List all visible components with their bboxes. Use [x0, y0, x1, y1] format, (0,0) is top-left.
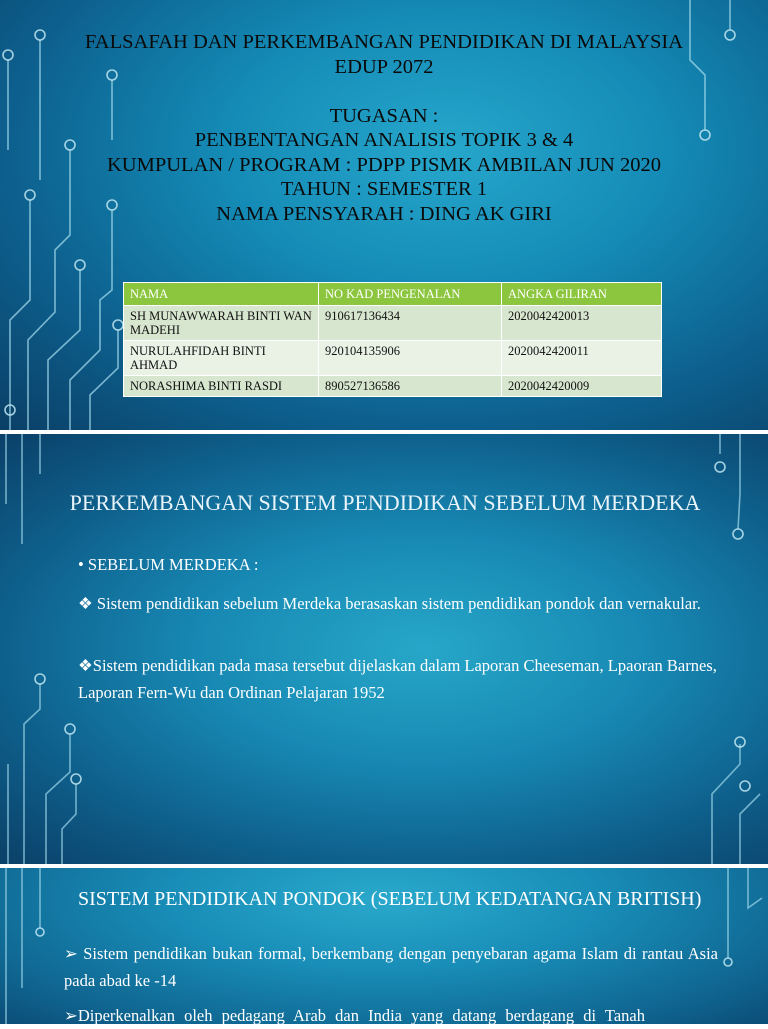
header-ic: NO KAD PENGENALAN: [319, 283, 502, 306]
student-table: [123, 282, 662, 397]
header-nama: NAMA: [124, 283, 319, 306]
title-slide: [0, 0, 768, 430]
bullet-text: Diperkenalkan oleh pedagang Arab dan India yang datang berdagang di Tanah: [77, 1006, 646, 1025]
cell-nama: SH MUNAWWARAH BINTI WAN MADEHI: [124, 306, 319, 341]
header-angka-giliran: ANGKA GILIRAN: [502, 283, 662, 306]
diamond-bullet-icon: ❖: [78, 656, 93, 675]
arrow-bullet-icon: ➢: [64, 944, 78, 963]
cell-ic: 890527136586: [319, 376, 502, 397]
group-program: KUMPULAN / PROGRAM : PDPP PISMK AMBILAN JUN 2020: [107, 153, 661, 176]
table-row: [124, 376, 662, 397]
bullet-text: Sistem pendidikan pada masa tersebut dijelaskan dalam Laporan Cheeseman, Lpaoran Barnes, Laporan Fern-Wu dan Ordinan Pelajaran 1952: [78, 656, 717, 702]
table-row: [124, 341, 662, 376]
blank-line: [0, 79, 768, 104]
bullet-item: [64, 1002, 718, 1029]
cell-angka-giliran: 2020042420013: [502, 306, 662, 341]
bullet-text: Sistem pendidikan sebelum Merdeka berasaskan sistem pendidikan pondok dan vernakular.: [92, 594, 701, 613]
cell-ic: 920104135906: [319, 341, 502, 376]
year-semester: TAHUN : SEMESTER 1: [280, 178, 488, 200]
cell-angka-giliran: 2020042420011: [502, 341, 662, 376]
slide2-title: PERKEMBANGAN SISTEM PENDIDIKAN SEBELUM MERDEKA: [69, 490, 701, 515]
slide3-title: SISTEM PENDIDIKAN PONDOK (SEBELUM KEDATANGAN BRITISH): [78, 888, 702, 910]
title-block: [0, 30, 768, 226]
diamond-bullet-icon: ❖: [78, 594, 93, 613]
course-code: EDUP 2072: [334, 55, 434, 78]
cell-angka-giliran: 2020042420009: [502, 376, 662, 397]
bullet-text: Sistem pendidikan bukan formal, berkembang dengan penyebaran agama Islam di rantau Asia pada abad ke -14: [64, 944, 718, 990]
bullet-text: SEBELUM MERDEKA :: [87, 555, 259, 574]
cell-nama: NURULAHFIDAH BINTI AHMAD: [124, 341, 319, 376]
table-header-row: [124, 283, 662, 306]
bullet-item: [64, 940, 718, 994]
assignment-title: PENBENTANGAN ANALISIS TOPIK 3 & 4: [194, 129, 574, 151]
bullet-item: [78, 555, 718, 575]
table-row: [124, 306, 662, 341]
cell-nama: NORASHIMA BINTI RASDI: [124, 376, 319, 397]
assignment-label: TUGASAN :: [329, 104, 439, 127]
lecturer-name: NAMA PENSYARAH : DING AK GIRI: [216, 202, 552, 225]
bullet-item: [78, 590, 718, 617]
arrow-bullet-icon: ➢: [64, 1006, 78, 1025]
bullet-item: [78, 652, 718, 706]
bullet-dot-icon: •: [78, 555, 84, 574]
cell-ic: 910617136434: [319, 306, 502, 341]
course-title: FALSAFAH DAN PERKEMBANGAN PENDIDIKAN DI MALAYSIA: [84, 31, 684, 53]
